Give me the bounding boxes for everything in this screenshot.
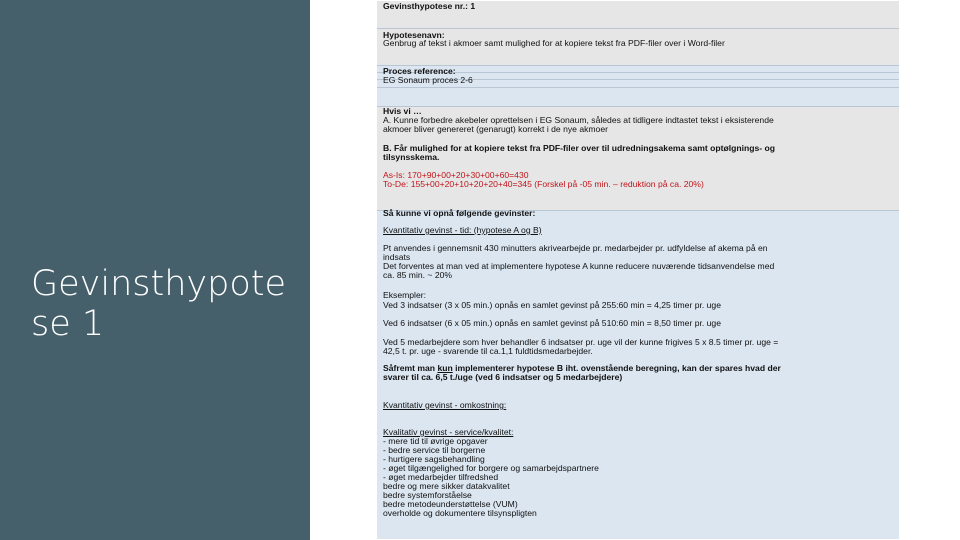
hypothesis-name-value: Genbrug af tekst i akmoer samt mulighed for at kopiere tekst fra PDF-filer over i Word-filer (383, 38, 725, 48)
kun-emphasis: kun (437, 363, 453, 373)
examples-label: Eksempler: (383, 290, 426, 300)
hypothesis-document (377, 1, 899, 539)
as-is-calculation: As-Is: 170+90+00+20+30+00+60=430 (383, 170, 529, 180)
quant-paragraph-line-2: indsats (383, 252, 411, 262)
to-be-calculation: To-De: 155+00+20+10+20+20+40=345 (Forskel på -05 min. – reduktion på ca. 20%) (383, 179, 704, 189)
quant-paragraph-line-3: Det forventes at man ved at implementere hypotese A kunne reducere nuværende tidsanvendelse med (383, 261, 775, 271)
process-reference-value: EG Sonaum proces 2-6 (383, 75, 473, 85)
qual-item: - mere tid til øvrige opgaver (383, 436, 488, 446)
only-b-line-2: svarer til ca. 6,5 t./uge (ved 6 indsatser og 5 medarbejdere) (383, 372, 623, 382)
example-2: Ved 6 indsatser (6 x 05 min.) opnås en samlet gevinst på 510:60 min = 8,50 timer pr. uge (383, 318, 721, 328)
quant-paragraph-line-1: Pt anvendes i gennemsnit 430 minutters akrivearbejde pr. medarbejder pr. udfyldelse af akema på en (383, 243, 768, 253)
qual-item: - øget tilgængelighed for borgere og samarbejdspartnere (383, 463, 599, 473)
qual-item: - hurtigere sagsbehandling (383, 454, 485, 464)
staff-line-2: 42,5 t. pr. uge - svarende til ca.1,1 fuldtidsmedarbejder. (383, 346, 593, 356)
why-b-line-1: B. Får mulighed for at kopiere tekst fra PDF-filer over til udredningsakema samt optølgnings- og (383, 143, 776, 153)
why-a-line-1: A. Kunne forbedre akebeler oprettelsen i EG Sonaum, således at tidligere indtastet tekst i eksisterende (383, 115, 774, 125)
process-reference-label: Proces reference: (383, 66, 456, 76)
quant-time-label: Kvantitativ gevinst - tid: (hypotese A og B) (383, 225, 542, 235)
why-label: Hvis vi … (383, 106, 422, 116)
hypothesis-number: Gevinsthypotese nr.: 1 (383, 1, 476, 11)
example-1: Ved 3 indsatser (3 x 05 min.) opnås en samlet gevinst på 255:60 min = 4,25 timer pr. uge (383, 300, 721, 310)
quant-cost-label: Kvantitativ gevinst - omkostning: (383, 400, 507, 410)
slide-title: Gevinsthypote se 1 (31, 264, 287, 344)
why-a-line-2: akmoer bliver genereret (genarugt) korrekt i de nye akmoer (383, 124, 608, 134)
qual-item: bedre og mere sikker datakvalitet (383, 481, 510, 491)
qual-item: overholde og dokumentere tilsynspligten (383, 508, 537, 518)
only-b-line-1: Såfremt man kun implementerer hypotese B iht. ovenstående beregning, kan der spares hvad der (383, 363, 781, 373)
gains-label: Så kunne vi opnå følgende gevinster: (383, 208, 536, 218)
staff-line-1: Ved 5 medarbejdere som hver behandler 6 indsatser pr. uge vil der kunne frigives 5 x 8.5 timer pr. uge = (383, 337, 779, 347)
hypothesis-name-label: Hypotesenavn: (383, 30, 445, 40)
qual-label: Kvalitativ gevinst - service/kvalitet: (383, 427, 514, 437)
title-panel (0, 0, 310, 540)
quant-paragraph-line-4: ca. 85 min. ~ 20% (383, 270, 453, 280)
why-b-line-2: tilsynsskema. (383, 152, 440, 162)
qual-item: - bedre service til borgerne (383, 445, 486, 455)
qual-item: bedre metodeunderstøttelse (VUM) (383, 499, 518, 509)
qual-item: - øget medarbejder tilfredshed (383, 472, 499, 482)
qual-item: bedre systemforståelse (383, 490, 472, 500)
